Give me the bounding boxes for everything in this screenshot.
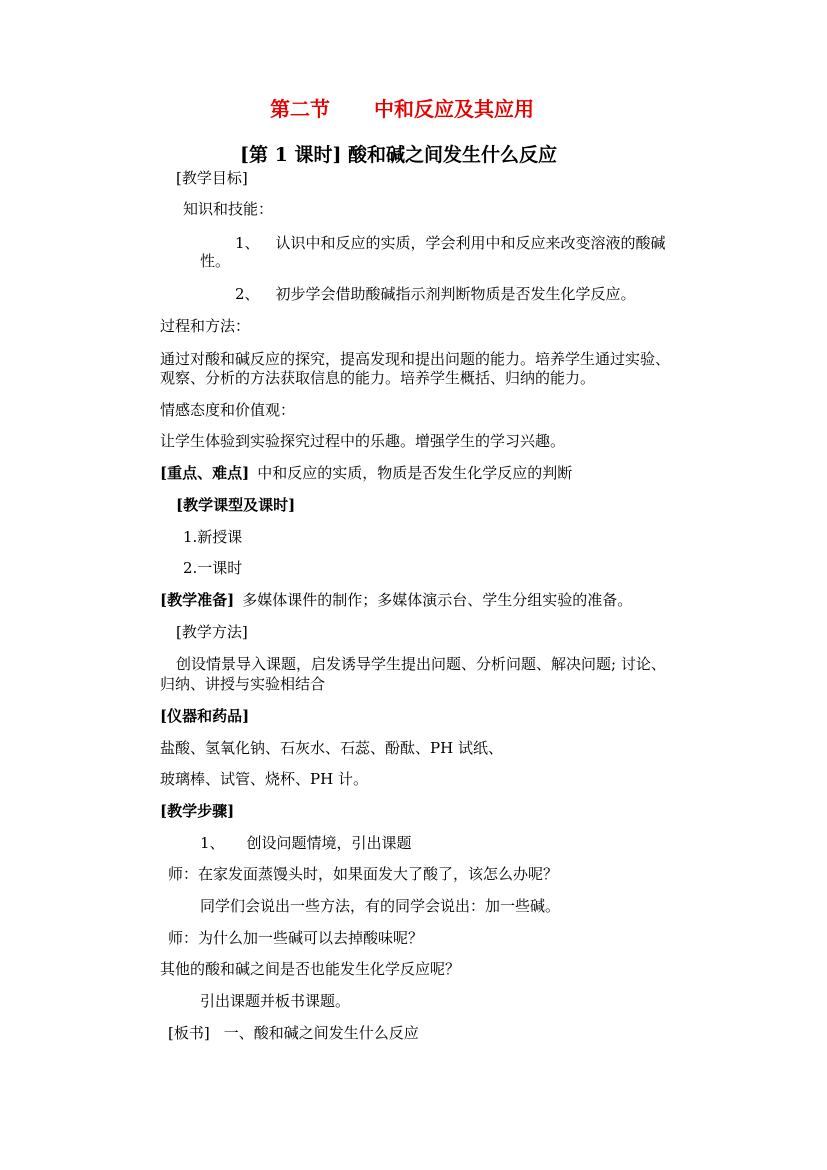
process-line-1: 通过对酸和碱反应的探究，提高发现和提出问题的能力。培养学生通过实验、 <box>160 350 671 368</box>
preparation-text: 多媒体课件的制作；多媒体演示台、学生分组实验的准备。 <box>242 591 633 609</box>
step-line-2: 同学们会说出一些方法，有的同学会说出：加一些碱。 <box>200 897 561 915</box>
knowledge-item-1-text: 认识中和反应的实质，学会利用中和反应来改变溶液的酸碱 <box>275 234 666 252</box>
key-points <box>160 463 572 483</box>
lesson-type-heading: [教学课型及课时] <box>176 496 296 514</box>
knowledge-item-2 <box>235 284 636 304</box>
lesson-subtitle: [第 1 课时] 酸和碱之间发生什么反应 <box>240 144 558 166</box>
materials-line-2: 玻璃棒、试管、烧杯、PH 计。 <box>160 770 368 788</box>
step-line-5: 引出课题并板书课题。 <box>200 992 351 1010</box>
steps-heading: [教学步骤] <box>160 802 235 820</box>
methods-line-2: 归纳、讲授与实验相结合 <box>160 675 326 693</box>
emotion-text: 让学生体验到实验探究过程中的乐趣。增强学生的学习兴趣。 <box>160 432 566 450</box>
section-number: 第二节 <box>270 97 330 121</box>
knowledge-item-2-number: 2、 <box>235 285 260 303</box>
board-note-text: 一、酸和碱之间发生什么反应 <box>223 1024 419 1042</box>
process-heading: 过程和方法： <box>160 317 251 335</box>
key-points-text: 中和反应的实质，物质是否发生化学反应的判断 <box>257 464 573 482</box>
section-title <box>270 96 534 122</box>
step-1 <box>200 833 412 853</box>
step-1-text: 创设问题情境，引出课题 <box>246 834 412 852</box>
lesson-type-item-1: 1.新授课 <box>183 528 243 546</box>
knowledge-item-2-text: 初步学会借助酸碱指示剂判断物质是否发生化学反应。 <box>275 285 636 303</box>
key-points-label: [重点、难点] <box>160 464 250 482</box>
methods-heading: [教学方法] <box>176 623 248 641</box>
materials-heading: [仪器和药品] <box>160 707 250 725</box>
knowledge-item-1-continuation: 性。 <box>200 252 231 270</box>
section-topic: 中和反应及其应用 <box>374 97 534 121</box>
board-note-label: [板书] <box>168 1024 210 1042</box>
board-note <box>168 1023 419 1043</box>
materials-line-1: 盐酸、氢氧化钠、石灰水、石蕊、酚酞、PH 试纸、 <box>160 739 503 757</box>
goals-heading: [教学目标] <box>176 169 248 187</box>
lesson-type-item-2: 2.一课时 <box>183 559 243 577</box>
knowledge-item-1-number: 1、 <box>235 234 260 252</box>
step-line-3: 师：为什么加一些碱可以去掉酸味呢？ <box>168 929 424 947</box>
knowledge-heading: 知识和技能： <box>183 200 274 218</box>
step-1-number: 1、 <box>200 834 225 852</box>
preparation <box>160 590 632 610</box>
step-line-1: 师：在家发面蒸馒头时，如果面发大了酸了，该怎么办呢？ <box>168 865 559 883</box>
process-line-2: 观察、分析的方法获取信息的能力。培养学生概括、归纳的能力。 <box>160 369 596 387</box>
preparation-label: [教学准备] <box>160 591 235 609</box>
knowledge-item-1 <box>235 233 666 253</box>
emotion-heading: 情感态度和价值观： <box>160 401 296 419</box>
methods-line-1: 创设情景导入课题，启发诱导学生提出问题、分析问题、解决问题; 讨论、 <box>176 655 666 673</box>
step-line-4: 其他的酸和碱之间是否也能发生化学反应呢？ <box>160 960 461 978</box>
